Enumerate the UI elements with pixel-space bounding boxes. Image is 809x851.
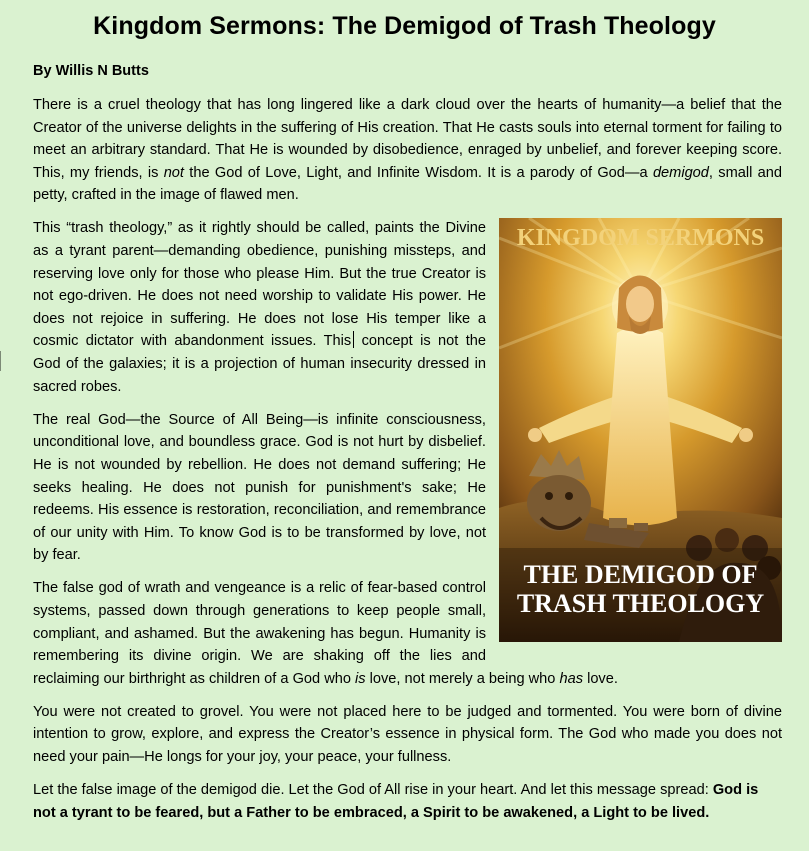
book-cover-illustration <box>499 218 782 642</box>
paragraph-4-text-e: love. <box>583 670 618 687</box>
paragraph-1 <box>33 94 782 207</box>
paragraph-3: The real God—the Source of All Being—is infinite consciousness, unconditional love, and boundless grace. God is not hurt by disbelief. He is not wounded by rebellion. He does not demand suffering; He seeks healing. He does not punish for punishment's sake; He redeems. His essence is restoration, reconciliation, and remembrance of our unity with Him. To know God is to be transformed by love, not by fear. <box>33 411 486 564</box>
paragraph-6 <box>33 779 782 824</box>
paragraph-4-text-a: The false god of wrath and vengeance is a relic of fear-based control systems, passed down through generations to keep people small, compliant, and ashamed. But the awakening has begun. Humanity is remembering its divine origin. We are shaking off the lies and reclaiming our birthright as children of a God who <box>33 580 486 687</box>
cover-top-title: KINGDOM SERMONS <box>516 225 765 252</box>
paragraph-2-text-a: This “trash theology,” as it rightly should be called, paints the Divine as a tyrant parent—demanding obedience, punishing missteps, and reserving love only for those who please Him. But the true Creator is not ego-driven. He does not need worship to validate His power. He does not rejoice in suffering. He does not lose His temper like a cosmic dictator with abandonment issues. This <box>33 220 486 350</box>
emphasis-demigod: demigod <box>652 164 709 181</box>
emphasis-is: is <box>355 670 366 687</box>
margin-caret <box>0 351 1 371</box>
cover-bottom-title-line-2: TRASH THEOLOGY <box>516 589 765 619</box>
paragraph-2-text-b: concept is not the God of the galaxies; it is a projection of human insecurity dressed in sacred robes. <box>33 333 486 395</box>
emphasis-has: has <box>559 670 584 687</box>
page-title: Kingdom Sermons: The Demigod of Trash Theology <box>93 12 716 40</box>
paragraph-5: You were not created to grovel. You were not placed here to be judged and tormented. You were born of divine intention to grow, explore, and express the Creator’s essence in physical form. The God who made you does not need your pain—He longs for your joy, your peace, your fullness. <box>33 703 782 766</box>
book-cover-image <box>499 218 782 642</box>
paragraph-1-text-c: the God of Love, Light, and Infinite Wisdom. It is a parody of God—a <box>183 164 653 181</box>
paragraph-4-text-c: love, not merely a being who <box>365 670 560 687</box>
emphasis-not: not <box>163 164 184 181</box>
paragraph-1-text-e: , small and petty, crafted in the image of flawed men. <box>33 164 782 204</box>
author-byline: By Willis N Butts <box>33 63 149 79</box>
cover-bottom-title-line-1: THE DEMIGOD OF <box>523 560 758 590</box>
sermon-body <box>33 94 782 835</box>
paragraph-1-text-a: There is a cruel theology that has long lingered like a dark cloud over the hearts of humanity—a belief that the Creator of the universe delights in the suffering of His creation. That He casts souls into eternal torment for failing to meet an arbitrary standard. That He is wounded by disobedience, enraged by unbelief, and forever keeping score. This, my friends, is <box>33 97 782 181</box>
closing-statement: God is not a tyrant to be feared, but a Father to be embraced, a Spirit to be awakened, a Light to be lived. <box>33 782 759 821</box>
paragraph-6-text-a: Let the false image of the demigod die. Let the God of All rise in your heart. And let this message spread: <box>33 782 713 799</box>
